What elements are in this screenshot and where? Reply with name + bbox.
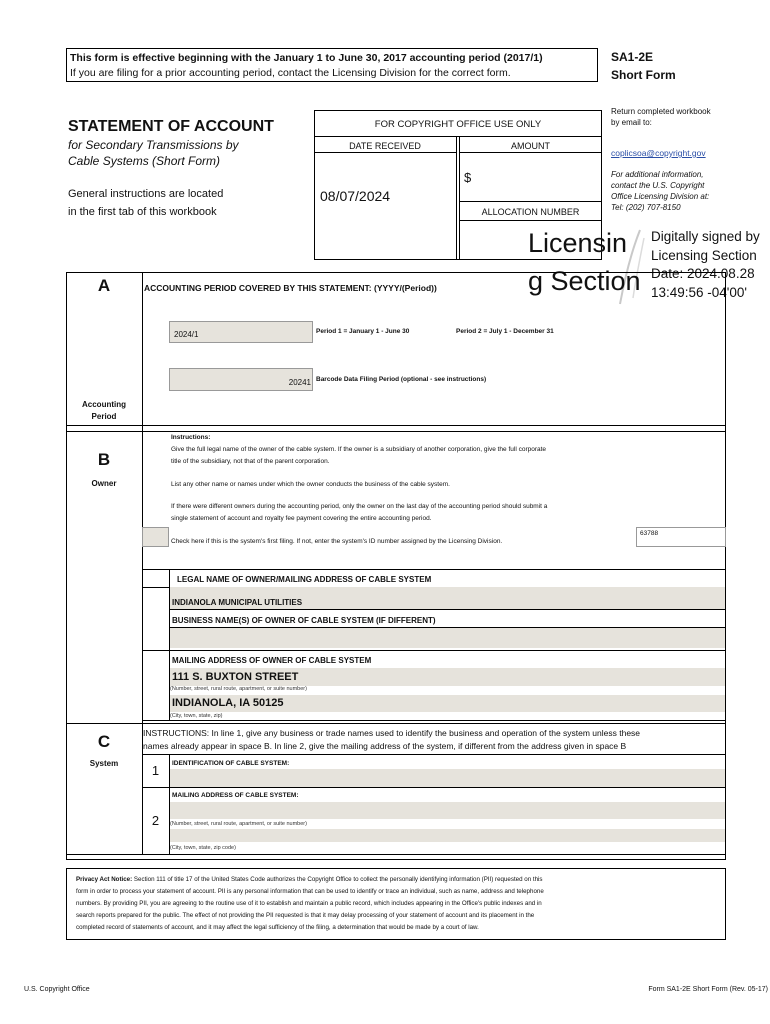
section-a-label-1: Accounting [82, 400, 126, 409]
section-b-instr-3: List any other name or names under which the owner conducts the business of the cable system. [171, 481, 450, 488]
privacy-text-1: Section 111 of title 17 of the United States Code authorizes the Copyright Office to collect the personally identifying information (PII) requested on this [133, 876, 543, 883]
privacy-line-1 [76, 876, 543, 883]
date-received-label: DATE RECEIVED [349, 141, 421, 151]
system-mailing-label: MAILING ADDRESS OF CABLE SYSTEM: [172, 792, 299, 799]
title-sub-2: Cable Systems (Short Form) [68, 154, 221, 168]
city-value: INDIANOLA, IA 50125 [172, 697, 284, 709]
info-line-2: contact the U.S. Copyright [611, 181, 705, 190]
signature-detail-4: 13:49:56 -04'00' [651, 285, 747, 300]
system-city-input[interactable] [170, 829, 725, 842]
legal-name-value: INDIANOLA MUNICIPAL UTILITIES [172, 598, 303, 607]
street-hint: (Number, street, rural route, apartment, or suite number) [170, 686, 307, 692]
system-id-value: 63788 [640, 530, 659, 537]
legal-name-label: LEGAL NAME OF OWNER/MAILING ADDRESS OF CABLE SYSTEM [177, 575, 432, 584]
date-received-value[interactable]: 08/07/2024 [320, 188, 391, 204]
section-a-heading: ACCOUNTING PERIOD COVERED BY THIS STATEMENT: (YYYY/(Period)) [144, 283, 437, 293]
section-b-label: Owner [91, 479, 117, 488]
signature-detail-3: Date: 2024.08.28 [651, 266, 755, 281]
accounting-period-value: 2024/1 [174, 330, 199, 339]
business-names-input[interactable] [170, 628, 725, 648]
section-b-instr-title: Instructions: [171, 434, 211, 441]
privacy-title: Privacy Act Notice: [76, 876, 133, 883]
section-a-letter: A [97, 276, 111, 295]
email-link[interactable]: coplicsoa@copyright.gov [611, 148, 706, 158]
section-c-instr-1: INSTRUCTIONS: In line 1, give any business or trade names used to identify the business and operation of the system unless these [143, 728, 641, 738]
return-line-1: Return completed workbook [611, 107, 711, 116]
privacy-line-3: numbers. By providing PII, you are agreeing to the routine use of it to establish and maintain a public record, which includes appearing in the Office's public indexes and in [76, 900, 542, 907]
section-c-letter: C [97, 732, 111, 751]
return-line-2: by email to: [611, 118, 652, 127]
first-filing-checkbox[interactable] [142, 527, 169, 547]
effective-line-2: If you are filing for a prior accounting period, contact the Licensing Division for the correct form. [70, 67, 511, 79]
system-id-label: IDENTIFICATION OF CABLE SYSTEM: [172, 760, 290, 767]
section-b-instr-1: Give the full legal name of the owner of the cable system. If the owner is a subsidiary of another corporation, give the full corporate [171, 446, 547, 453]
street-value: 111 S. BUXTON STREET [172, 671, 299, 683]
first-filing-label: Check here if this is the system's first filing. If not, enter the system's ID number assigned by the Licensing Division. [171, 538, 503, 545]
section-b-letter: B [97, 450, 111, 469]
business-names-label: BUSINESS NAME(S) OF OWNER OF CABLE SYSTEM (IF DIFFERENT) [172, 616, 436, 625]
section-c-label: System [89, 759, 119, 768]
amount-dollar-sign[interactable]: $ [464, 170, 472, 185]
section-c-instr-2: names already appear in space B. In line 2, give the mailing address of the system, if different from the address given in space B [143, 741, 627, 751]
general-instructions-1: General instructions are located [68, 188, 224, 200]
signature-detail-1: Digitally signed by [651, 229, 760, 244]
period-2-note: Period 2 = July 1 - December 31 [456, 328, 554, 335]
mailing-address-label: MAILING ADDRESS OF OWNER OF CABLE SYSTEM [172, 656, 372, 665]
section-b-instr-4: If there were different owners during the accounting period, only the owner on the last day of the accounting period should submit a [171, 503, 548, 510]
line-2-number: 2 [151, 813, 160, 828]
section-b-instr-5: single statement of account and royalty fee payment covering the entire accounting period. [171, 515, 432, 522]
system-street-hint: (Number, street, rural route, apartment, or suite number) [170, 821, 307, 827]
system-city-hint: (City, town, state, zip code) [170, 845, 236, 851]
page-title: STATEMENT OF ACCOUNT [68, 118, 274, 135]
system-street-input[interactable] [170, 802, 725, 819]
privacy-line-2: form in order to process your statement of account. PII is any personal information that can be used to identify or trace an individual, such as name, address and telephone [76, 888, 544, 895]
effective-line-1: This form is effective beginning with the January 1 to June 30, 2017 accounting period (2017/1) [70, 52, 543, 64]
general-instructions-2: in the first tab of this workbook [68, 206, 217, 218]
barcode-period-value: 20241 [288, 378, 311, 387]
signature-large-1: Licensin [528, 228, 628, 258]
footer-right: Form SA1-2E Short Form (Rev. 05-17) [648, 986, 768, 993]
section-b-instr-2: title of the subsidiary, not that of the parent corporation. [171, 458, 330, 465]
privacy-line-5: completed record of statements of account, and it may affect the legal sufficiency of the filing, a determination that would be made by a court of law. [76, 924, 479, 931]
amount-label: AMOUNT [511, 141, 550, 151]
period-1-note: Period 1 = January 1 - June 30 [316, 328, 410, 335]
system-identification-input[interactable] [170, 769, 725, 787]
signature-detail-2: Licensing Section [651, 248, 757, 263]
office-use-heading: FOR COPYRIGHT OFFICE USE ONLY [374, 119, 542, 130]
signature-large-2: g Section [528, 266, 641, 296]
city-hint: (City, town, state, zip) [170, 713, 223, 719]
info-line-4: Tel: (202) 707-8150 [611, 203, 681, 212]
info-line-1: For additional information, [611, 170, 704, 179]
title-sub-1: for Secondary Transmissions by [68, 138, 239, 152]
barcode-period-label: Barcode Data Filing Period (optional - see instructions) [316, 376, 487, 383]
form-name: Short Form [611, 68, 676, 82]
line-1-number: 1 [151, 763, 160, 778]
footer-left: U.S. Copyright Office [24, 986, 90, 993]
form-code: SA1-2E [611, 50, 654, 64]
privacy-line-4: search reports prepared for the public. The effect of not providing the PII requested is that it may delay processing of your statement of account and its placement in the [76, 912, 535, 919]
info-line-3: Office Licensing Division at: [611, 192, 710, 201]
allocation-label: ALLOCATION NUMBER [481, 207, 580, 217]
section-a-label-2: Period [91, 412, 117, 421]
